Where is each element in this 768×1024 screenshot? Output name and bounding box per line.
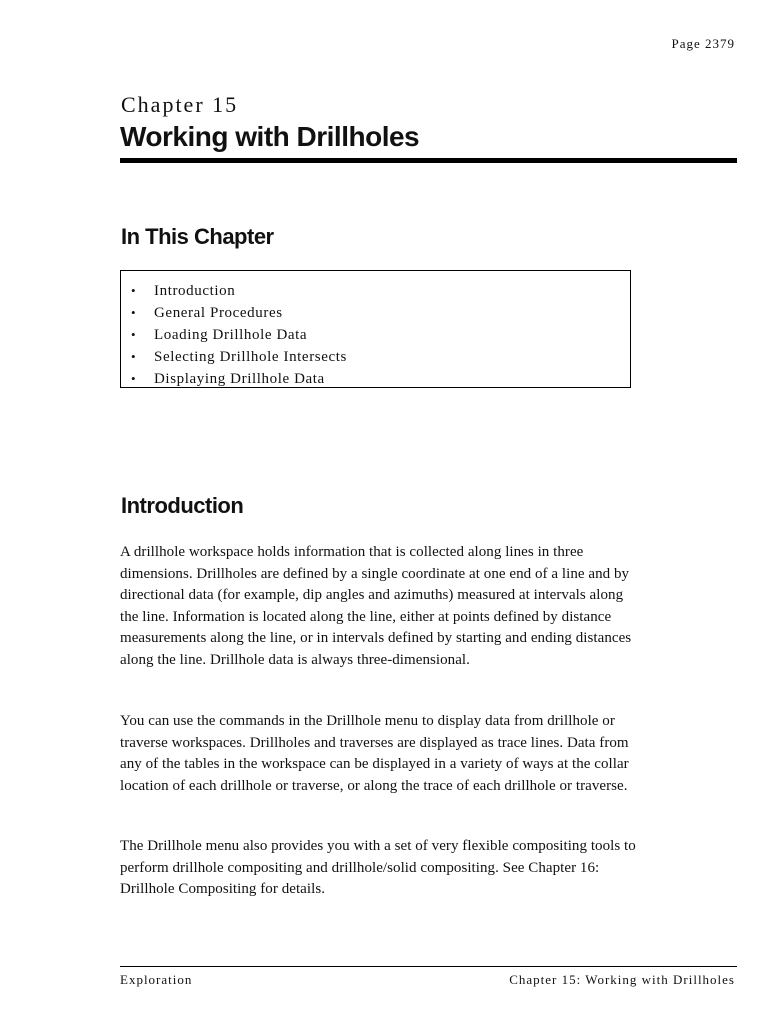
title-rule xyxy=(120,158,737,163)
footer-book-title: Exploration xyxy=(120,972,193,987)
contents-item-introduction xyxy=(121,280,630,302)
bullet-icon: • xyxy=(131,349,137,364)
introduction-paragraph: You can use the commands in the Drillhole menu to display data from drillhole or traverse workspaces. Drillholes and traverses are displayed as trace lines. Data from any of the tables in the workspace can be displayed in a variety of ways at the collar location of each drillhole or traverse, or along the trace of each drillhole or traverse. xyxy=(120,713,629,794)
contents-item-label: General Procedures xyxy=(154,305,283,321)
footer-rule xyxy=(120,966,737,967)
bullet-icon: • xyxy=(131,327,137,342)
contents-item-label: Displaying Drillhole Data xyxy=(154,371,325,387)
contents-item-general-procedures xyxy=(121,302,630,324)
bullet-icon: • xyxy=(131,305,137,320)
contents-item-displaying-drillhole-data xyxy=(121,368,630,390)
chapter-contents-list xyxy=(121,271,630,390)
introduction-heading: Introduction xyxy=(121,493,244,518)
chapter-title: Working with Drillholes xyxy=(120,121,420,152)
introduction-paragraph: A drillhole workspace holds information that is collected along lines in three dimensions. Drillholes are defined by a single coordinate at one end of a line and by directional data (for example, dip angles and azimuths) measured at intervals along the line. Information is located along the line, either at points defined by distance measurements along the line, or in intervals defined by starting and ending distances along the line. Drillhole data is always three-dimensional. xyxy=(120,544,632,668)
bullet-icon: • xyxy=(131,283,137,298)
contents-item-label: Introduction xyxy=(154,283,236,299)
page-number: Page 2379 xyxy=(671,36,735,51)
footer-chapter-title: Chapter 15: Working with Drillholes xyxy=(509,972,735,987)
contents-item-selecting-drillhole-intersects xyxy=(121,346,630,368)
chapter-label: Chapter 15 xyxy=(121,92,239,117)
contents-item-label: Selecting Drillhole Intersects xyxy=(154,349,347,365)
introduction-paragraph: The Drillhole menu also provides you with a set of very flexible compositing tools to perform drillhole compositing and drillhole/solid compositing. See Chapter 16: Drillhole Compositing for details. xyxy=(120,838,636,898)
in-this-chapter-heading: In This Chapter xyxy=(121,224,274,249)
bullet-icon: • xyxy=(131,371,137,386)
chapter-contents-box xyxy=(120,270,631,388)
contents-item-loading-drillhole-data xyxy=(121,324,630,346)
contents-item-label: Loading Drillhole Data xyxy=(154,327,308,343)
